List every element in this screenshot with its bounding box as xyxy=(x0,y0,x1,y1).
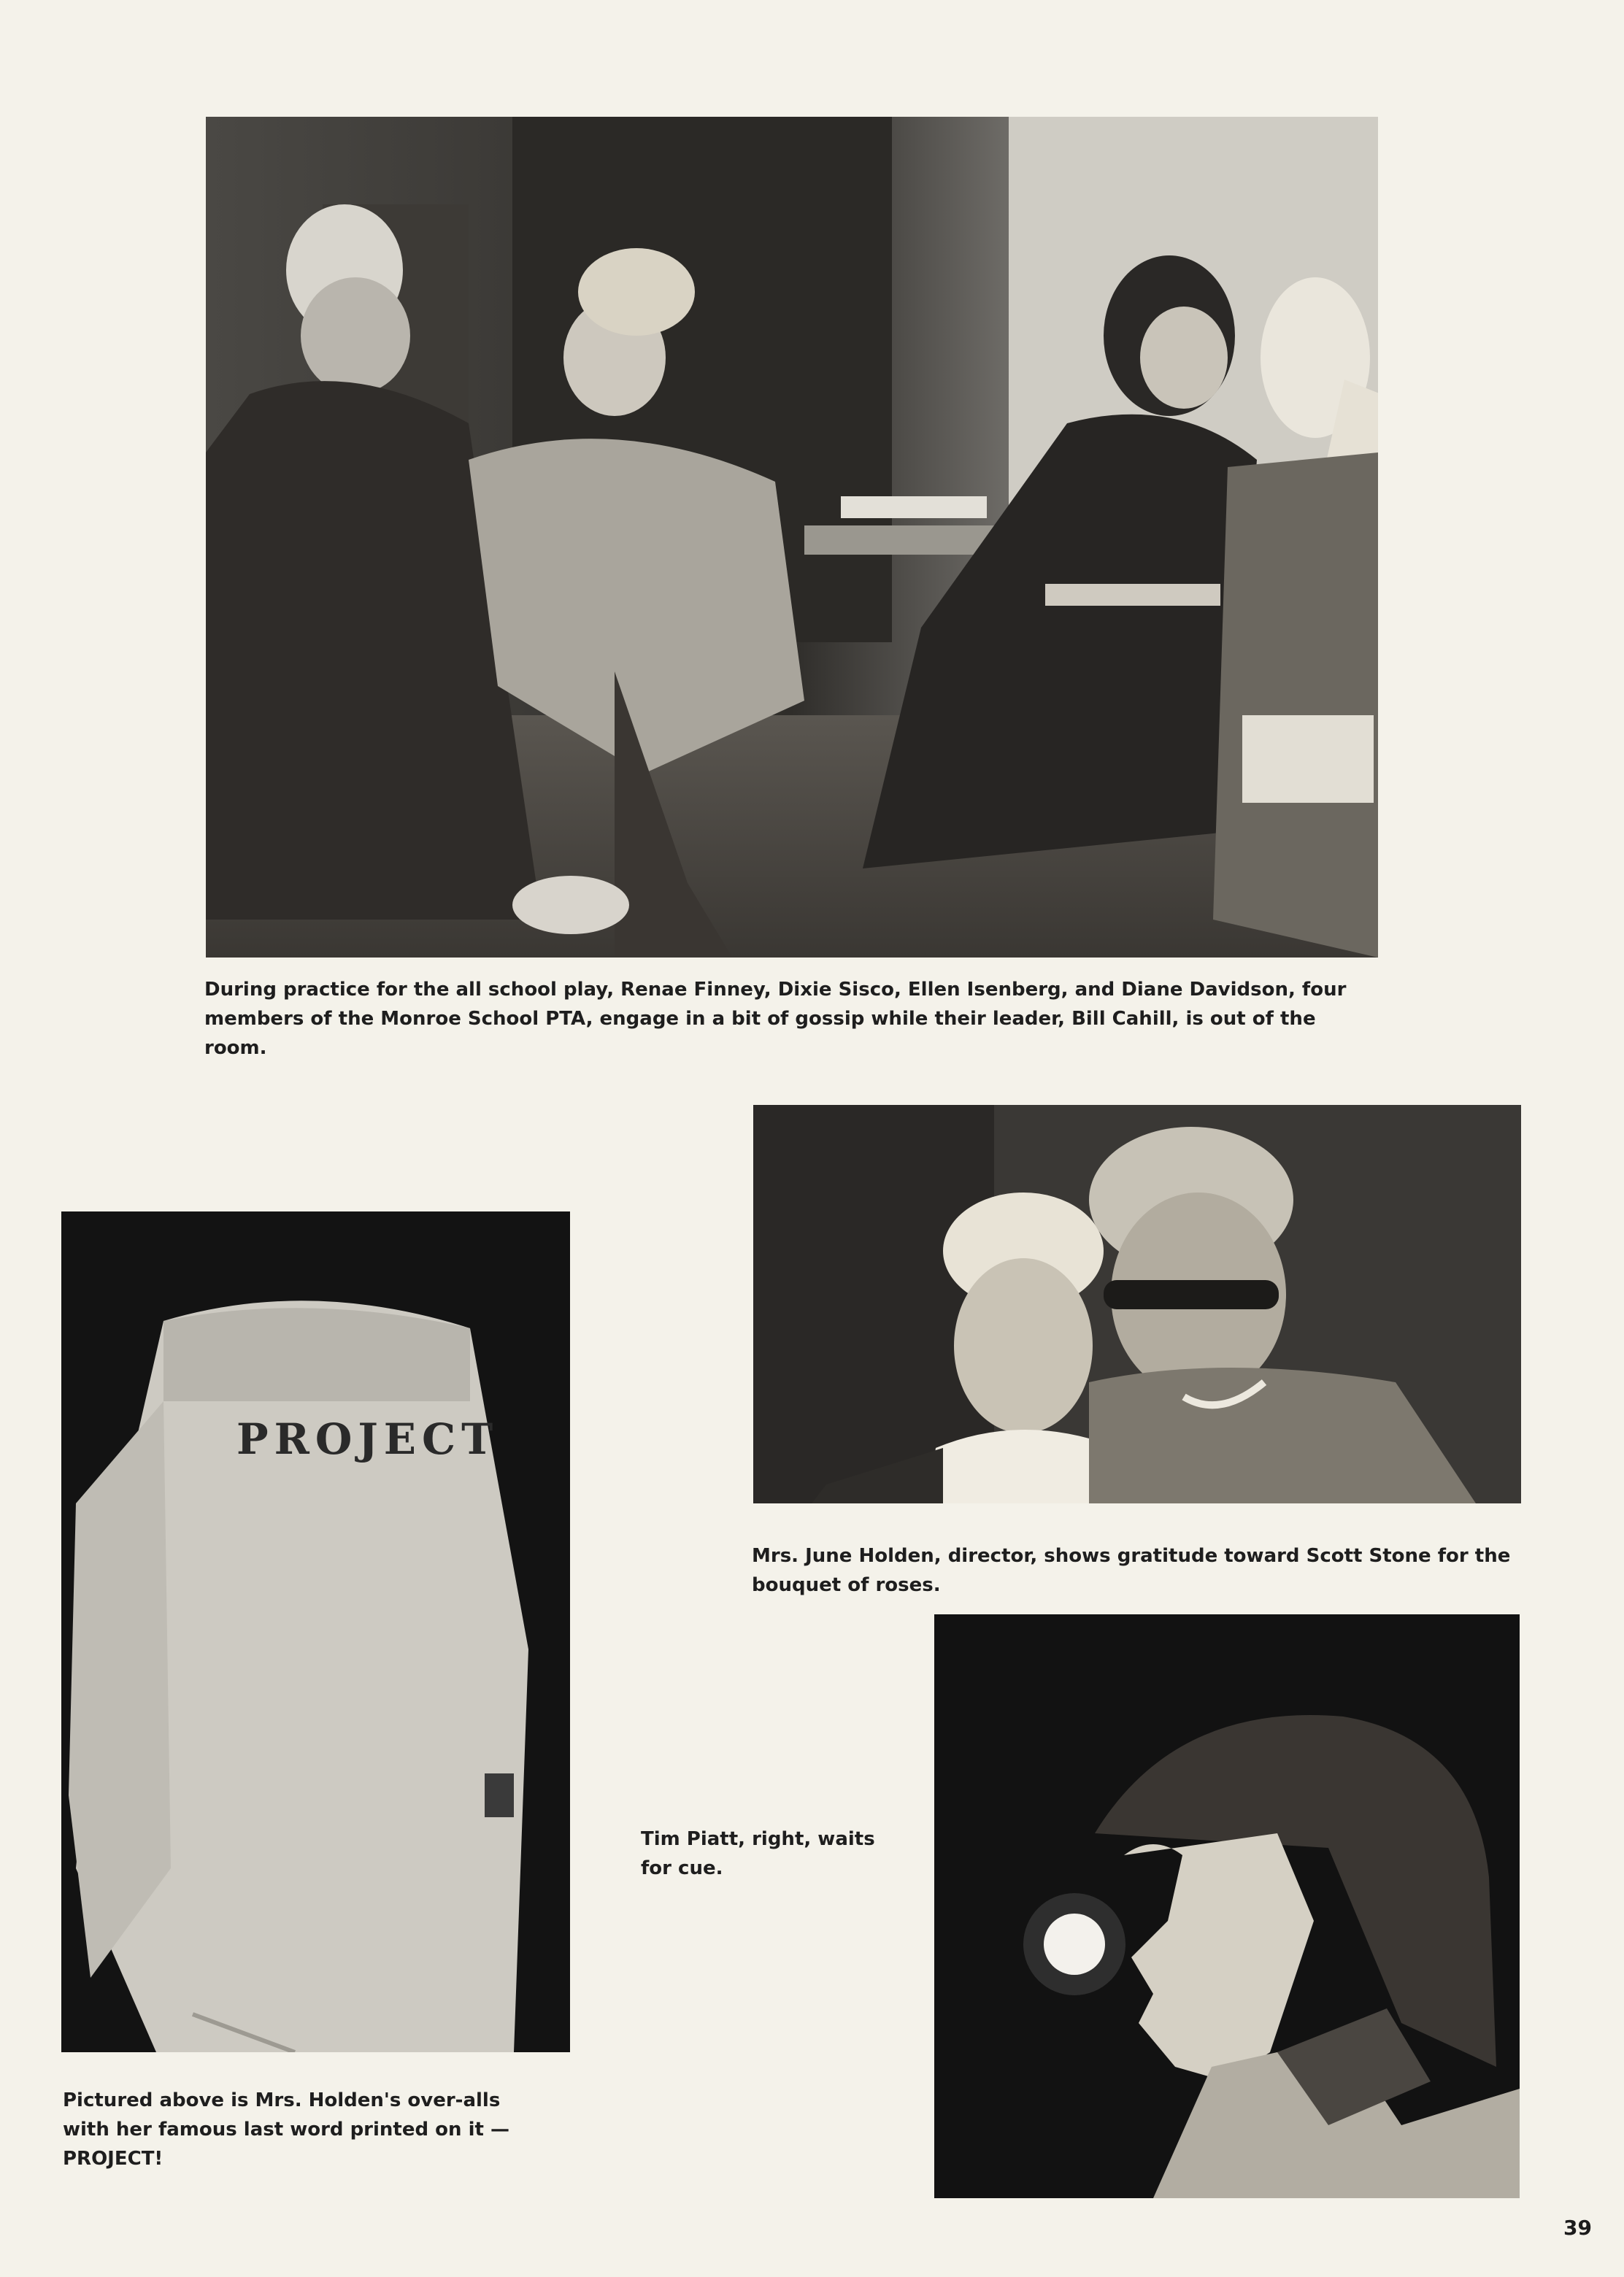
director-photo xyxy=(753,1105,1521,1503)
director-caption: Mrs. June Holden, director, shows gratitude toward Scott Stone for the bouquet of roses. xyxy=(752,1545,1511,1596)
project-back-text: PROJECT xyxy=(236,1414,499,1464)
overalls-caption: Pictured above is Mrs. Holden's over-alls with her famous last word printed on it — PROJECT! xyxy=(63,2089,509,2170)
rehearsal-photo xyxy=(206,117,1378,958)
rehearsal-caption: During practice for the all school play, Renae Finney, Dixie Sisco, Ellen Isenberg, and Diane Davidson, four members of the Monroe School PTA, engage in a bit of gossip while their leader, Bill Cahill, is out of the room. xyxy=(204,979,1347,1059)
page-number: 39 xyxy=(1563,2216,1592,2240)
actor-photo xyxy=(934,1614,1520,2198)
overalls-photo xyxy=(61,1211,570,2052)
actor-caption: Tim Piatt, right, waits for cue. xyxy=(641,1828,875,1879)
